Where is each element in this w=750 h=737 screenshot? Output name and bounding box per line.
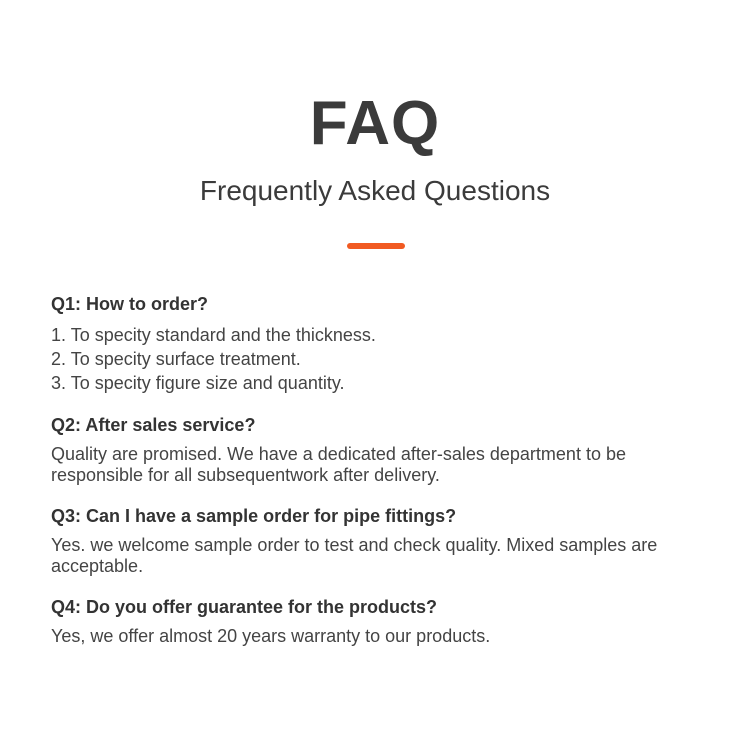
faq-item-2 — [51, 413, 711, 486]
faq-item-4 — [51, 595, 711, 647]
faq-question: Q1: How to order? — [51, 294, 208, 314]
page-subtitle: Frequently Asked Questions — [199, 175, 551, 206]
faq-question: Q2: After sales service? — [51, 415, 256, 435]
faq-list — [51, 292, 711, 665]
faq-answer: Quality are promised. We have a dedicated after-sales department to be responsible for all subsequentwork after delivery. — [51, 444, 626, 485]
faq-answer-line: 3. To specity figure size and quantity. — [51, 373, 345, 393]
faq-answer: Yes, we offer almost 20 years warranty to our products. — [51, 626, 491, 646]
faq-answer-line: 1. To specity standard and the thickness. — [51, 325, 376, 345]
faq-answer-line: 2. To specity surface treatment. — [51, 349, 301, 369]
faq-question: Q4: Do you offer guarantee for the products? — [51, 597, 438, 617]
faq-item-1 — [51, 292, 711, 395]
faq-answer: Yes. we welcome sample order to test and check quality. Mixed samples are acceptable. — [51, 535, 658, 576]
page-title: FAQ — [309, 89, 441, 158]
accent-divider — [347, 243, 405, 249]
faq-question: Q3: Can I have a sample order for pipe fittings? — [51, 506, 457, 526]
faq-item-3 — [51, 504, 711, 577]
